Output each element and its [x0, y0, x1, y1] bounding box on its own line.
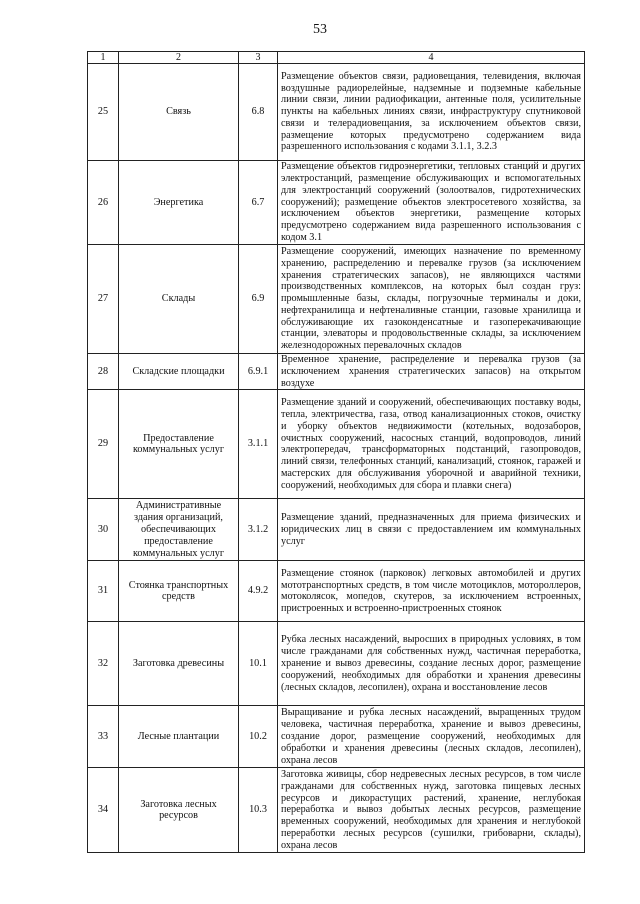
row-use-name: Заготовка древесины: [119, 622, 239, 706]
row-use-name: Предоставление коммунальных услуг: [119, 390, 239, 499]
row-use-code: 10.1: [239, 622, 278, 706]
row-use-code: 6.7: [239, 161, 278, 245]
row-use-code: 4.9.2: [239, 561, 278, 622]
row-use-name: Энергетика: [119, 161, 239, 245]
row-description: Размещение объектов связи, радиовещания, телевидения, включая воздушные радиорелейные, надземные и подземные кабельные линии связи, линии радиофикации, антенные поля, усилительные пункты на кабельных линиях связи, инфраструктуру спутниковой связи и телерадиовещания, за исключением объектов связи, размещение которых предусмотрено содержанием вида разрешенного использования с кодами 3.1.1, 3.2.3: [278, 64, 585, 161]
row-use-name: Стоянка транспортных средств: [119, 561, 239, 622]
table-row: [88, 161, 585, 245]
table-row: [88, 64, 585, 161]
table-row: [88, 768, 585, 853]
row-use-name: Административные здания организаций, обеспечивающих предоставление коммунальных услуг: [119, 499, 239, 561]
row-use-name: Заготовка лесных ресурсов: [119, 768, 239, 853]
row-description: Временное хранение, распределение и перевалка грузов (за исключением хранения стратегических запасов) на открытом воздухе: [278, 354, 585, 390]
row-description: Размещение зданий, предназначенных для приема физических и юридических лиц в связи с предоставлением им коммунальных услуг: [278, 499, 585, 561]
row-number: 31: [88, 561, 119, 622]
table-row: [88, 622, 585, 706]
land-use-table: [87, 51, 585, 853]
row-use-code: 6.9: [239, 245, 278, 354]
header-col-2: 2: [119, 52, 239, 64]
row-number: 26: [88, 161, 119, 245]
row-use-code: 10.2: [239, 706, 278, 768]
row-use-code: 6.9.1: [239, 354, 278, 390]
row-use-code: 3.1.1: [239, 390, 278, 499]
header-col-4: 4: [278, 52, 585, 64]
row-number: 27: [88, 245, 119, 354]
row-number: 33: [88, 706, 119, 768]
row-description: Заготовка живицы, сбор недревесных лесных ресурсов, в том числе гражданами для собственных нужд, заготовка пищевых лесных ресурсов и дикорастущих растений, хранение, неглубокая переработка и вывоз добытых лесных ресурсов, размещение временных сооружений, необходимых для хранения и неглубокой переработки лесных ресурсов (сушилки, грибоварни, склады), охрана лесов: [278, 768, 585, 853]
table-body: [88, 52, 585, 853]
table-row: [88, 354, 585, 390]
row-description: Размещение объектов гидроэнергетики, тепловых станций и других электростанций, размещение обслуживающих и вспомогательных для электростанций сооружений (золоотвалов, гидротехнических сооружений); размещение объектов электросетевого хозяйства, за исключением объектов энергетики, размещение которых предусмотрено содержанием вида разрешенного использования с кодом 3.1: [278, 161, 585, 245]
row-use-code: 3.1.2: [239, 499, 278, 561]
row-use-name: Лесные плантации: [119, 706, 239, 768]
header-col-3: 3: [239, 52, 278, 64]
row-description: Размещение сооружений, имеющих назначение по временному хранению, распределению и перевалке грузов (за исключением хранения стратегических запасов), не являющихся частями производственных комплексов, на которых был создан груз: промышленные базы, склады, погрузочные терминалы и доки, нефтехранилища и нефтеналивные станции, газовые хранилища и обслуживающие их газоконденсатные и газоперекачивающие станции, элеваторы и продовольственные склады, за исключением железнодорожных перевалочных складов: [278, 245, 585, 354]
row-number: 30: [88, 499, 119, 561]
row-number: 28: [88, 354, 119, 390]
row-description: Рубка лесных насаждений, выросших в природных условиях, в том числе гражданами для собственных нужд, частичная переработка, хранение и вывоз древесины, создание лесных дорог, размещение сооружений, необходимых для обработки и хранения древесины (лесных складов, лесопилен), охрана и восстановление лесов: [278, 622, 585, 706]
header-col-1: 1: [88, 52, 119, 64]
row-description: Размещение зданий и сооружений, обеспечивающих поставку воды, тепла, электричества, газа, отвод канализационных стоков, очистку и уборку объектов недвижимости (котельных, водозаборов, очистных сооружений, насосных станций, водопроводов, линий электропередач, трансформаторных подстанций, газопроводов, линий связи, телефонных станций, канализаций, стоянок, гаражей и мастерских для обслуживания уборочной и аварийной техники, сооружений, необходимых для сбора и плавки снега): [278, 390, 585, 499]
row-number: 29: [88, 390, 119, 499]
row-description: Выращивание и рубка лесных насаждений, выращенных трудом человека, частичная переработка, хранение и вывоз древесины, создание дорог, размещение сооружений, необходимых для обработки и хранения древесины (лесных складов, лесопилен), охрана лесов: [278, 706, 585, 768]
table-row: [88, 499, 585, 561]
row-use-name: Связь: [119, 64, 239, 161]
row-use-name: Склады: [119, 245, 239, 354]
table-row: [88, 561, 585, 622]
row-use-code: 10.3: [239, 768, 278, 853]
header-row: [88, 52, 585, 64]
row-description: Размещение стоянок (парковок) легковых автомобилей и других мототранспортных средств, в том числе мотоциклов, мотороллеров, мотоколясок, мопедов, скутеров, за исключением встроенных, пристроенных и встроенно-пристроенных стоянок: [278, 561, 585, 622]
table-row: [88, 245, 585, 354]
row-number: 32: [88, 622, 119, 706]
row-use-code: 6.8: [239, 64, 278, 161]
table-row: [88, 706, 585, 768]
table-row: [88, 390, 585, 499]
page-number: 53: [313, 22, 327, 37]
row-use-name: Складские площадки: [119, 354, 239, 390]
row-number: 25: [88, 64, 119, 161]
row-number: 34: [88, 768, 119, 853]
